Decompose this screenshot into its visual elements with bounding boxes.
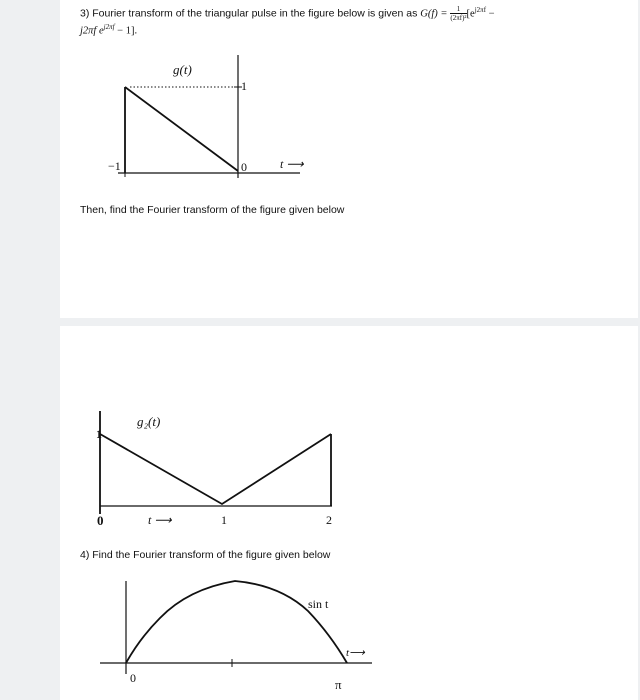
sin-t-arrow-label: t⟶	[346, 647, 365, 659]
g2-t-arrow-label: t ⟶	[148, 513, 172, 527]
formula-lhs: G(f) =	[420, 8, 448, 20]
g2-t-label: g₂(t)	[137, 414, 161, 429]
sin-t-label: sin t	[308, 597, 329, 611]
formula-exponent-1: j2πf	[474, 6, 487, 14]
question-4-text: 4) Find the Fourier transform of the figure given below	[80, 549, 331, 561]
sin-x-label-zero: 0	[130, 671, 136, 685]
g-t-figure	[60, 0, 638, 318]
formula-minus: −	[486, 8, 495, 20]
g2-x-label-zero: 0	[97, 513, 104, 528]
formula-exponent-2: j2πf	[103, 23, 115, 31]
formula-line-2-a: j2πf e	[80, 25, 104, 37]
formula-bracket-open: [e	[466, 8, 475, 20]
sin-x-label-pi: π	[335, 677, 342, 692]
question-3-card	[60, 0, 638, 318]
question-4-card	[60, 326, 638, 700]
t-arrow-label: t ⟶	[280, 157, 304, 171]
formula-line-2-b: − 1].	[114, 25, 138, 37]
pulse-slope	[125, 87, 238, 171]
question-3-text: 3) Fourier transform of the triangular pulse in the figure below is given as	[80, 7, 421, 20]
x-label-zero: 0	[241, 160, 247, 174]
g2-x-label-one: 1	[221, 513, 227, 527]
g2-x-label-two: 2	[326, 513, 332, 527]
g-t-label: g(t)	[173, 62, 192, 77]
sin-curve	[126, 581, 347, 663]
sin-t-figure	[60, 326, 638, 700]
fraction-numerator: 1	[450, 5, 466, 14]
y-label-one: 1	[241, 79, 247, 93]
fraction-denominator: (2πf)²	[450, 14, 467, 23]
x-label-minus-one: −1	[108, 159, 121, 173]
then-find-text: Then, find the Fourier transform of the figure given below	[80, 204, 345, 216]
g2-y-label-one: 1	[96, 427, 102, 441]
